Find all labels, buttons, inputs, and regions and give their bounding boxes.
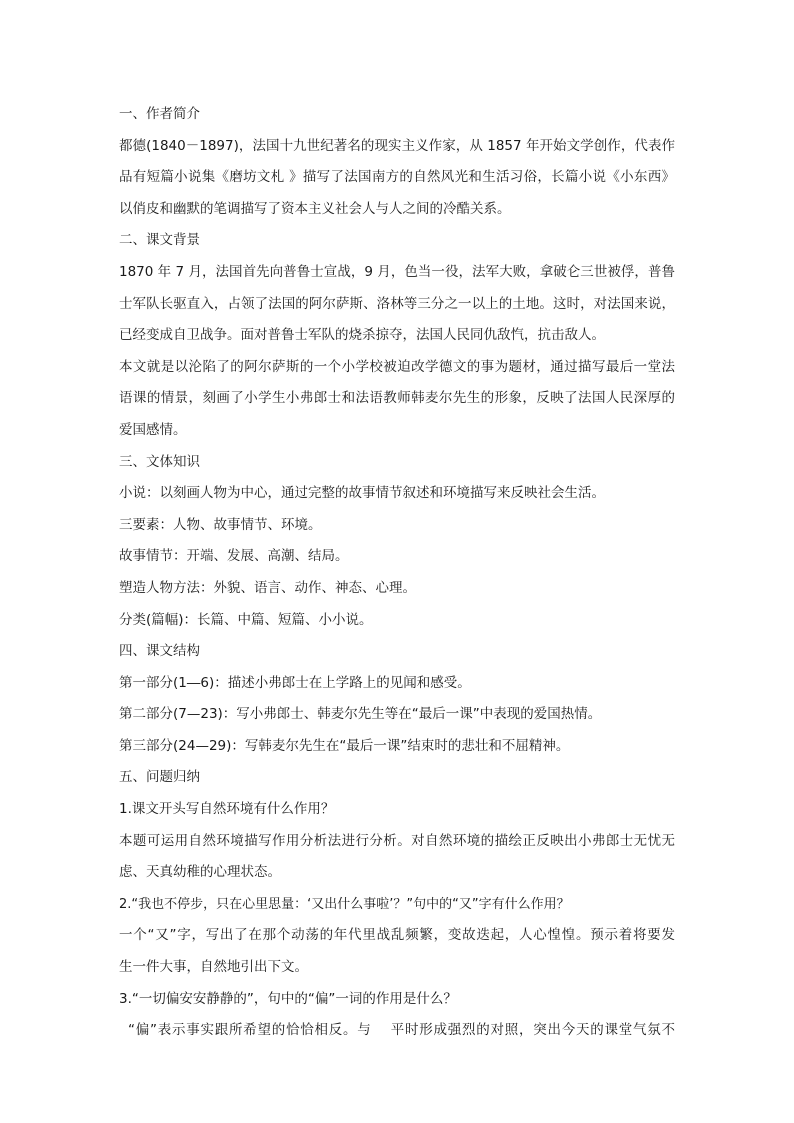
question-line: 1.课文开头写自然环境有什么作用？ (119, 801, 335, 818)
paragraph-line: 第一部分(1―6)：描述小弗郎士在上学路上的见闻和感受。 (119, 674, 471, 691)
section-heading-genre: 三、文体知识 (119, 453, 200, 470)
paragraph-line: 1870 年 7 月，法国首先向普鲁士宣战，9 月，色当一役，法军大败，拿破仑三世被俘，普鲁 (119, 263, 675, 280)
paragraph-line: 爱国感情。 (119, 421, 187, 438)
paragraph-line: 第二部分(7—23)：写小弗郎士、韩麦尔先生等在“最后一课”中表现的爱国热情。 (119, 706, 602, 723)
answer-line: 虑、天真幼稚的心理状态。 (119, 864, 281, 881)
section-heading-structure: 四、课文结构 (119, 643, 200, 660)
section-heading-questions: 五、问题归纳 (119, 769, 200, 786)
paragraph-line: 本文就是以沦陷了的阿尔萨斯的一个小学校被迫改学德文的事为题材，通过描写最后一堂法 (119, 358, 675, 375)
paragraph-line: 小说：以刻画人物为中心，通过完整的故事情节叙述和环境描写来反映社会生活。 (119, 485, 605, 502)
document-page (119, 99, 679, 1047)
answer-line: 生一件大事，自然地引出下文。 (119, 959, 308, 976)
paragraph-line: 故事情节：开端、发展、高潮、结局。 (119, 548, 349, 565)
answer-line: 一个“又”字，写出了在那个动荡的年代里战乱频繁，变故迭起，人心惶惶。预示着将要发 (119, 927, 675, 944)
paragraph-line: 士军队长驱直入，占领了法国的阿尔萨斯、洛林等三分之一以上的土地。这时，对法国来说， (119, 295, 675, 312)
answer-line: “偏”表示事实跟所希望的恰恰相反。与 平时形成强烈的对照，突出今天的课堂气氛不 (128, 1022, 675, 1039)
paragraph-line: 分类(篇幅)：长篇、中篇、短篇、小小说。 (119, 611, 373, 628)
paragraph-line: 都德(1840－1897)，法国十九世纪著名的现实主义作家，从 1857 年开始文学创作，代表作 (119, 137, 675, 154)
answer-line: 本题可运用自然环境描写作用分析法进行分析。对自然环境的描绘正反映出小弗郎士无忧无 (119, 832, 675, 849)
paragraph-line: 塑造人物方法：外貌、语言、动作、神态、心理。 (119, 579, 416, 596)
paragraph-line: 品有短篇小说集《磨坊文札 》描写了法国南方的自然风光和生活习俗，长篇小说《小东西》 (119, 169, 675, 186)
paragraph-line: 语课的情景，刻画了小学生小弗郎士和法语教师韩麦尔先生的形象，反映了法国人民深厚的 (119, 390, 675, 407)
section-heading-author: 一、作者简介 (119, 106, 200, 122)
paragraph-line: 已经变成自卫战争。面对普鲁士军队的烧杀掠夺，法国人民同仇敌忾，抗击敌人。 (119, 327, 605, 344)
question-line: 2.“我也不停步，只在心里思量：‘又出什么事啦’？”句中的“又”字有什么作用？ (119, 896, 570, 912)
paragraph-line: 三要素：人物、故事情节、环境。 (119, 516, 322, 533)
question-line: 3.“一切偏安安静静的”，句中的“偏”一词的作用是什么？ (119, 990, 457, 1007)
section-heading-background: 二、课文背景 (119, 232, 200, 249)
paragraph-line: 第三部分(24—29)：写韩麦尔先生在“最后一课”结束时的悲壮和不屈精神。 (119, 737, 570, 754)
paragraph-line: 以俏皮和幽默的笔调描写了资本主义社会人与人之间的冷酷关系。 (119, 200, 511, 217)
